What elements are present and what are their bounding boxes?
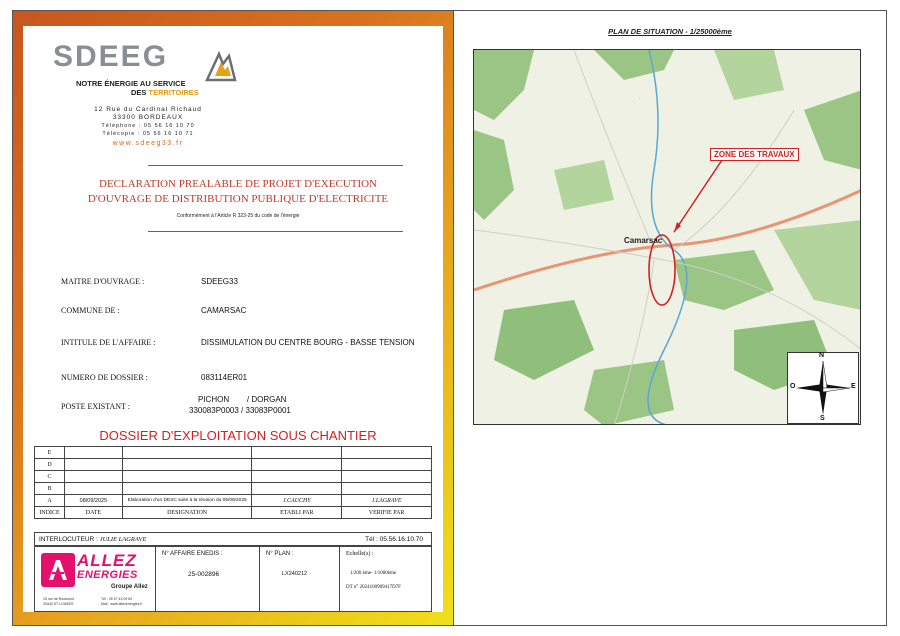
revision-etabli [252,459,342,471]
map-town-label: Camarsac [624,236,663,245]
affaire-enedis-cell [155,547,259,611]
sdeeg-tagline-2 [131,88,199,97]
sdeeg-fax: Télécopie : 05 56 16 10 71 [102,131,194,137]
revision-date [64,459,122,471]
interlocuteur [39,536,146,543]
intitule-label: INTITULE DE L'AFFAIRE : [61,338,156,347]
revision-designation [122,483,252,495]
revision-verifie: J.LAGRAVE [342,495,432,507]
revision-designation [122,459,252,471]
revision-row-c [35,471,432,483]
interlocuteur-tel: Tél : 05.56.16.10.70 [365,536,423,543]
commune-value: CAMARSAC [201,306,247,315]
echelle-cell [339,547,431,611]
situation-map [473,49,861,425]
plan-number-label: N° PLAN : [266,551,294,557]
allez-logo-icon [41,553,75,587]
allez-name-2: ENERGIES [77,569,138,581]
allez-address-1: 15 rue de Rouboeuf [43,597,74,601]
header-designation: DESIGNATION [122,507,252,519]
commune-label: COMMUNE DE : [61,306,120,315]
echelle-value: 1/200 ème- 1/1000ème [350,571,397,576]
flame-icon [201,46,241,86]
revision-designation [122,447,252,459]
divider-top [148,165,403,166]
declaration-title-line-2: D'OUVRAGE DE DISTRIBUTION PUBLIQUE D'ELECTRICITE [87,193,389,205]
revision-table [34,446,432,519]
compass-east: E [851,383,856,390]
compass-icon [788,353,858,423]
allez-address-2: 33440 ST LOUBES [43,601,74,606]
title-block-frame [13,11,453,625]
revision-indice: D [35,459,65,471]
plan-situation-title: PLAN DE SITUATION - 1/25000ème [608,27,732,36]
header-etabli: ETABLI PAR [252,507,342,519]
plan-number-value: LX240212 [282,571,308,577]
revision-row-d [35,459,432,471]
interlocuteur-label: INTERLOCUTEUR : [39,536,98,543]
sdeeg-logo [51,38,251,98]
sdeeg-phone: Téléphone : 05 56 16 10 70 [101,123,195,129]
revision-indice: A [35,495,65,507]
revision-row-b [35,483,432,495]
revision-etabli [252,471,342,483]
revision-etabli [252,483,342,495]
header-date: DATE [64,507,122,519]
revision-designation: Elaboration d'un DESC suite à la réunion du 05/09/2025 [122,495,252,507]
dossier-exploitation-title: DOSSIER D'EXPLOITATION SOUS CHANTIER [99,428,377,443]
map-place: · [639,96,641,101]
allez-group: Groupe Allez [111,584,148,590]
allez-name-1: ALLEZ [77,551,137,570]
maitre-ouvrage-value: SDEEG33 [201,277,238,286]
maitre-ouvrage-label: MAITRE D'OUVRAGE : [61,277,145,286]
affaire-enedis-label: N° AFFAIRE ENEDIS : [162,551,223,557]
plan-number-cell [259,547,339,611]
revision-indice: B [35,483,65,495]
tagline-prefix: DES [131,88,149,97]
sdeeg-website[interactable]: www.sdeeg33.fr [112,140,184,147]
revision-date [64,483,122,495]
title-block [23,26,443,612]
dossier-number-value: 083114ER01 [201,373,248,382]
revision-verifie [342,471,432,483]
echelle-label: Echelle(s) : [346,551,374,557]
sdeeg-logo-text: SDEEG [53,40,169,73]
header-indice: INDICE [35,507,65,519]
sdeeg-address-line-2: 33300 BORDEAUX [112,114,184,121]
revision-indice: C [35,471,65,483]
allez-energies-block [35,547,155,611]
sheet-divider [453,11,454,625]
allez-contact [101,597,142,606]
interlocuteur-name: JULIE LAGRAVE [99,536,147,543]
revision-verifie [342,447,432,459]
intitule-value: DISSIMULATION DU CENTRE BOURG - BASSE TENSION [201,338,415,347]
revision-row-e [35,447,432,459]
revision-date [64,471,122,483]
sdeeg-tagline-1: NOTRE ÉNERGIE AU SERVICE [76,79,186,88]
revision-designation [122,471,252,483]
tagline-accent: TERRITOIRES [148,88,199,97]
revision-date [64,447,122,459]
revision-date: 08/09/2025 [64,495,122,507]
dossier-number-label: NUMERO DE DOSSIER : [61,373,148,382]
affaire-enedis-value: 25-002896 [188,571,220,578]
revision-indice: E [35,447,65,459]
compass-north: N [819,352,825,359]
compass-rose [787,352,859,424]
dt-number: DT n° 2024100909417D7F [346,585,401,590]
declaration-title-line-1: DECLARATION PREALABLE DE PROJET D'EXECUTION [99,178,377,190]
header-verifie: VERIFIE PAR [342,507,432,519]
allez-mail: Mail : www.allezenergies.fr [101,601,143,606]
revision-etabli [252,447,342,459]
declaration-subtitle: Conformément à l'Article R 323-25 du code de l'énergie [176,213,300,219]
revision-verifie [342,483,432,495]
revision-header-row [35,507,432,519]
zone-travaux-label: ZONE DES TRAVAUX [710,148,799,161]
compass-west: O [790,383,796,390]
revision-etabli: J.CAUCHY [252,495,342,507]
interlocuteur-row [34,532,432,546]
sdeeg-address-line-1: 12 Rue du Cardinal Richaud [94,106,202,113]
revision-row-a [35,495,432,507]
poste-existant-value-2: 330083P0003 / 33083P0001 [189,406,291,415]
poste-existant-value-1: PICHON / DORGAN [198,395,287,404]
allez-tel: Tél : 05 57 43 09 60 [101,597,133,601]
revision-verifie [342,459,432,471]
divider-bottom [148,231,403,232]
poste-existant-label: POSTE EXISTANT : [61,402,130,411]
drawing-sheet [12,10,887,626]
allez-address [43,597,74,606]
footer-block [34,546,432,612]
compass-south: S [820,415,825,422]
